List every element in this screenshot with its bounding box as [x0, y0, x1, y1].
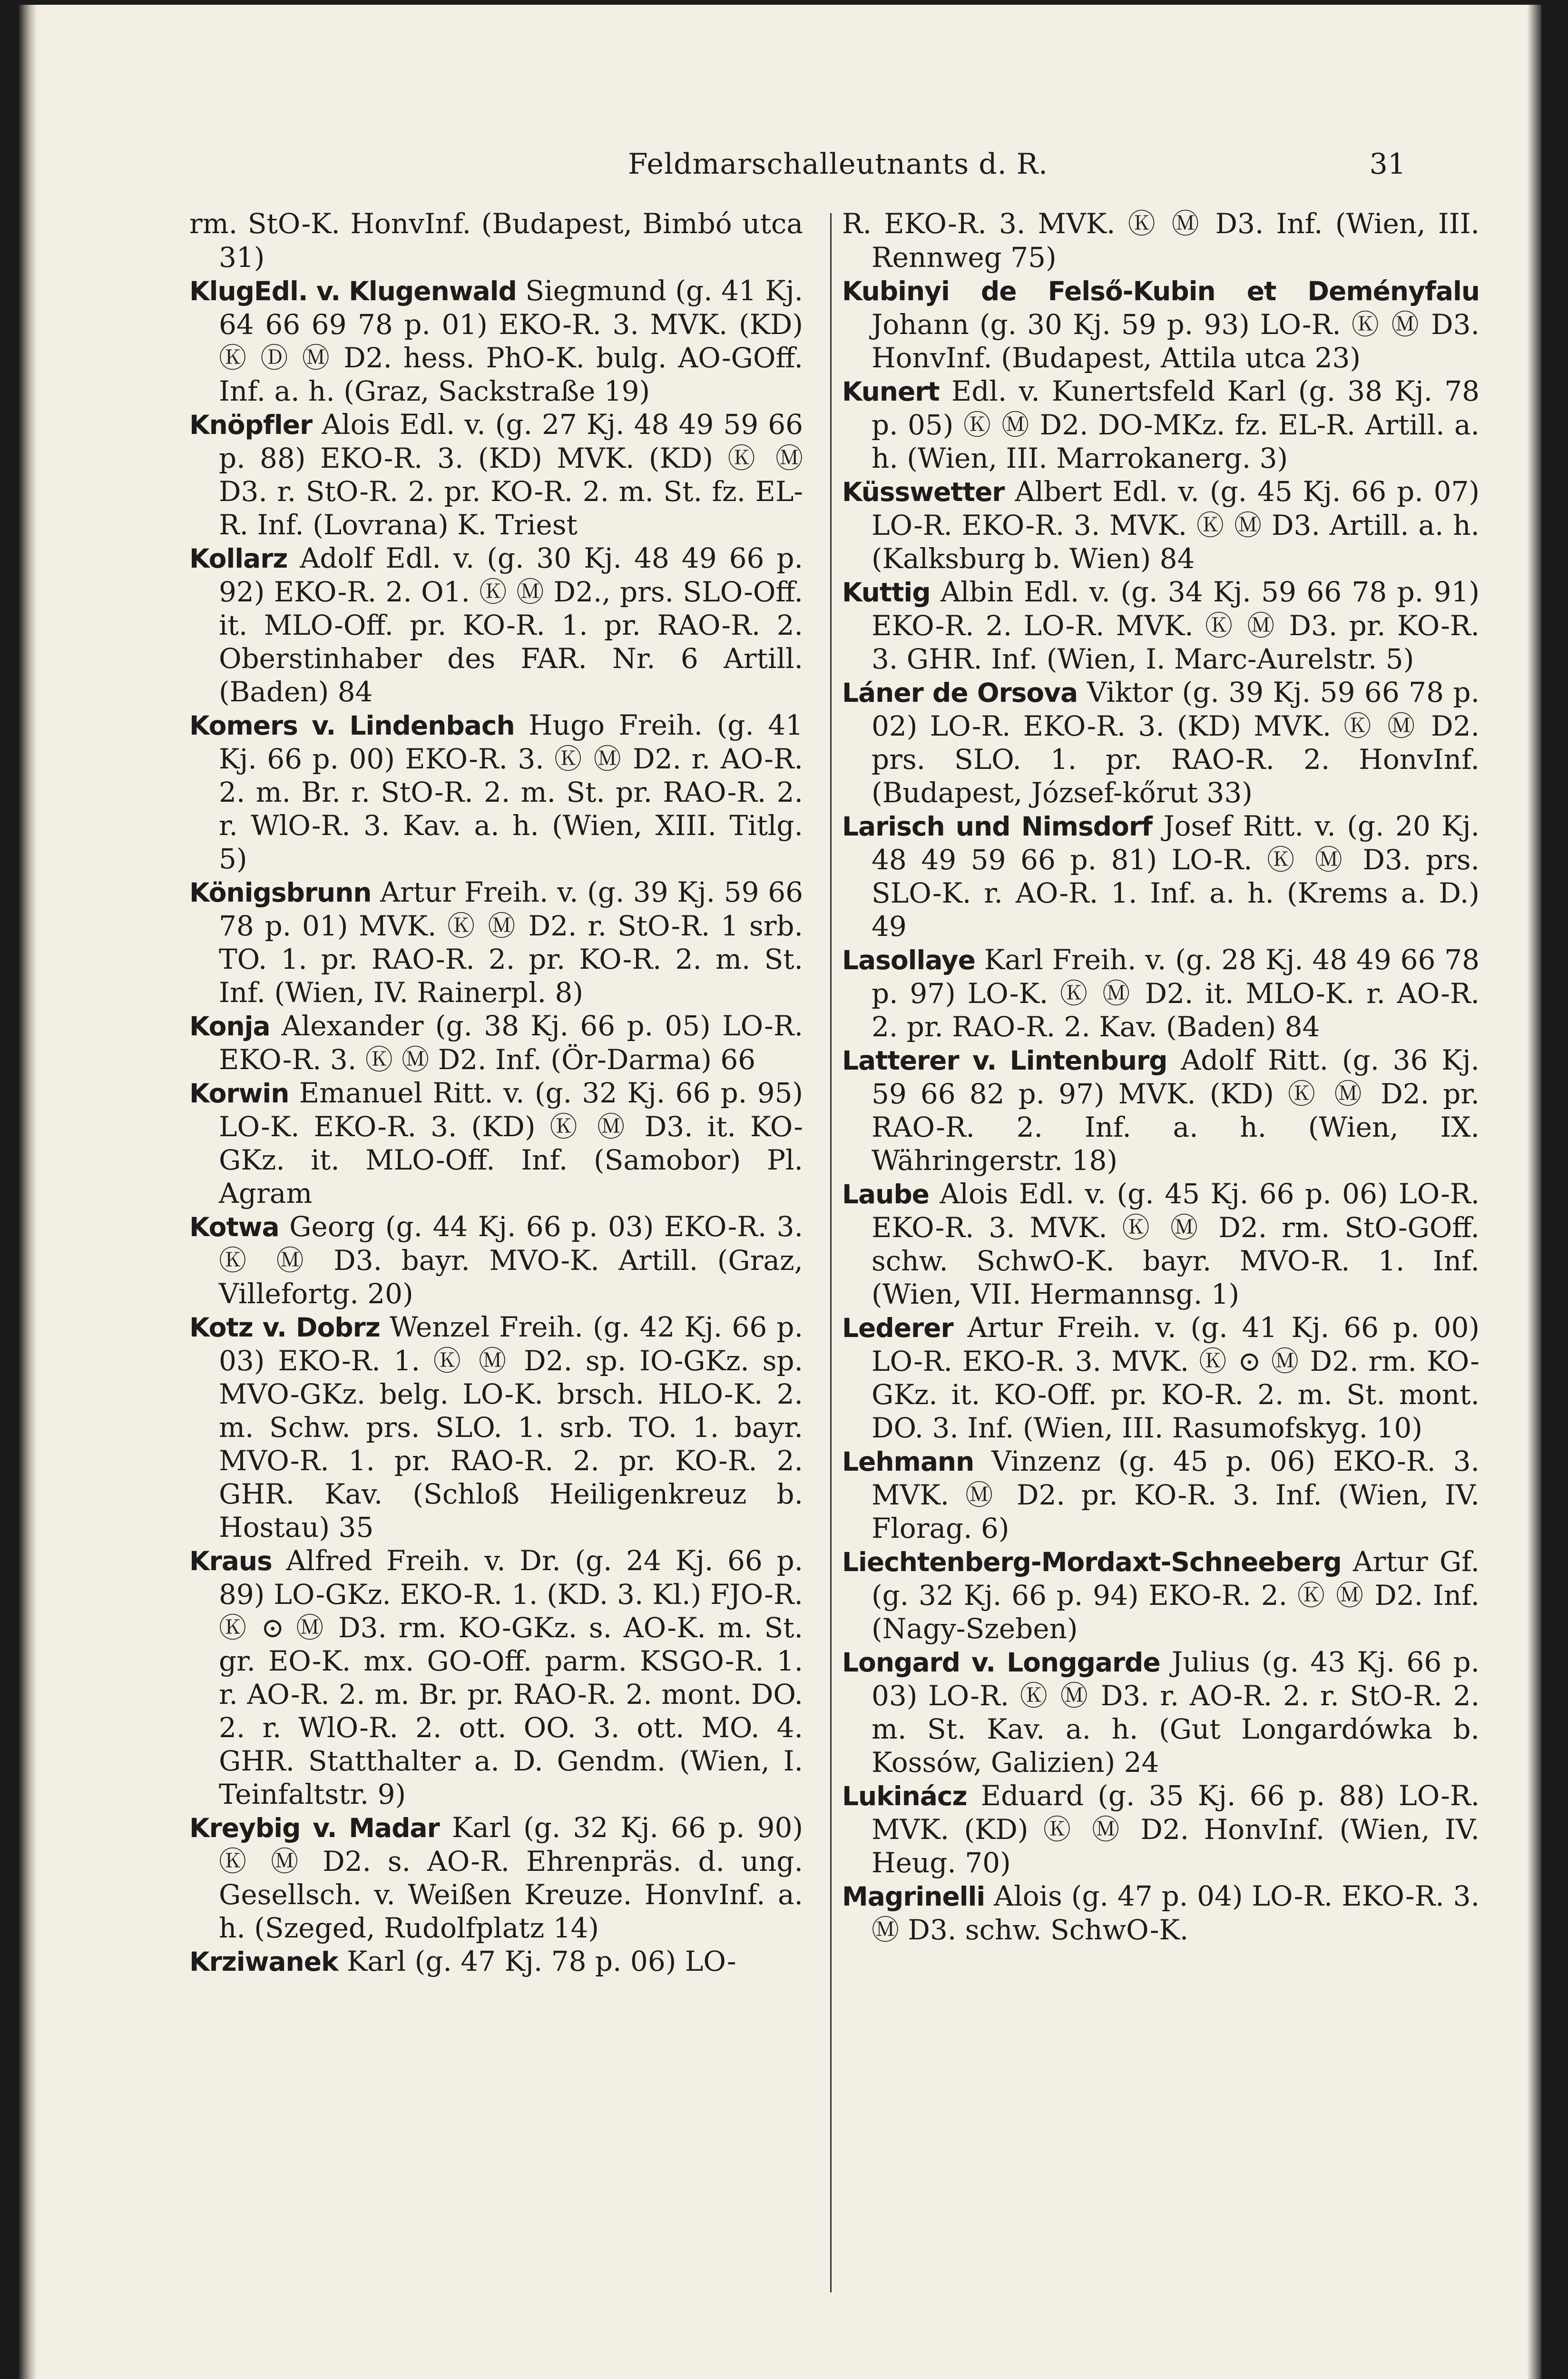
entry-text: Karl Freih. v. (g. 28 Kj. 48 49 66 78 p. 97) LO-K. Ⓚ Ⓜ D2. it. MLO-K. r. AO-R. 2. pr. RAO-R. 2. Kav. (Baden) 84 [872, 944, 1480, 1043]
entry-name: Larisch und Nimsdorf [842, 811, 1152, 842]
entry-name: KlugEdl. v. Klugenwald [189, 276, 517, 306]
entry-text: Julius (g. 43 Kj. 66 p. 03) LO-R. Ⓚ Ⓜ D3. r. AO-R. 2. r. StO-R. 2. m. St. Kav. a. h. (Gut Longardówka b. Kossów, Galizien) 24 [872, 1646, 1480, 1779]
entry-name: Küsswetter [842, 477, 1005, 507]
entry [842, 1879, 1480, 1946]
entry-text: Adolf Ritt. (g. 36 Kj. 59 66 82 p. 97) MVK. (KD) Ⓚ Ⓜ D2. pr. RAO-R. 2. Inf. a. h. (Wien, IX. Währingerstr. 18) [872, 1044, 1480, 1177]
entry-text: Vinzenz (g. 45 p. 06) EKO-R. 3. MVK. Ⓜ D2. pr. KO-R. 3. Inf. (Wien, IV. Florag. 6) [872, 1445, 1480, 1544]
entry-name: Lasollaye [842, 945, 975, 975]
entry [189, 408, 803, 541]
entry [842, 809, 1480, 943]
entry [189, 1310, 803, 1544]
entry-text: Artur Freih. v. (g. 39 Kj. 59 66 78 p. 01) MVK. Ⓚ Ⓜ D2. r. StO-R. 1 srb. TO. 1. pr. RAO-R. 2. pr. KO-R. 2. m. St. Inf. (Wien, IV. Rainerpl. 8) [219, 876, 803, 1009]
entry-name: Laube [842, 1179, 929, 1209]
page-number: 31 [1369, 147, 1406, 181]
entry-text: Albin Edl. v. (g. 34 Kj. 59 66 78 p. 91) EKO-R. 2. LO-R. MVK. Ⓚ Ⓜ D3. pr. KO-R. 3. GHR. Inf. (Wien, I. Marc-Aurelstr. 5) [872, 576, 1480, 675]
entry-text: Alfred Freih. v. Dr. (g. 24 Kj. 66 p. 89) LO-GKz. EKO-R. 1. (KD. 3. Kl.) FJO-R. Ⓚ ⊙ Ⓜ D3. rm. KO-GKz. s. AO-K. m. St. gr. EO-K. mx. GO-Off. parm. KSGO-R. 1. r. AO-R. 2. m. Br. pr. RAO-R. 2. mont. DO. 2. r. WlO-R. 2. ott. OO. 3. ott. MO. 4. GHR. Statthalter a. D. Gendm. (Wien, I. Teinfaltstr. 9) [219, 1544, 804, 1810]
entry-name: Lehmann [842, 1446, 974, 1477]
entry [189, 1210, 803, 1310]
entry-name: Komers v. Lindenbach [189, 710, 515, 741]
entry-name: Kotz v. Dobrz [189, 1312, 380, 1343]
entry-name: Lukinácz [842, 1781, 967, 1811]
entry [189, 1945, 803, 1978]
entry [842, 1545, 1480, 1645]
entry-name: Kollarz [189, 543, 288, 574]
entry-text: Albert Edl. v. (g. 45 Kj. 66 p. 07) LO-R. EKO-R. 3. MVK. Ⓚ Ⓜ D3. Artill. a. h. (Kalksburg b. Wien) 84 [872, 475, 1480, 575]
entry-text: Edl. v. Kunertsfeld Karl (g. 38 Kj. 78 p. 05) Ⓚ Ⓜ D2. DO-MKz. fz. EL-R. Artill. a. h. (Wien, III. Marrokanerg. 3) [872, 375, 1480, 474]
entry-text: Hugo Freih. (g. 41 Kj. 66 p. 00) EKO-R. 3. Ⓚ Ⓜ D2. r. AO-R. 2. m. Br. r. StO-R. 2. m. St. pr. RAO-R. 2. r. WlO-R. 3. Kav. a. h. (Wien, XIII. Titlg. 5) [219, 709, 804, 875]
entry-name: Magrinelli [842, 1881, 985, 1912]
entry-text: Wenzel Freih. (g. 42 Kj. 66 p. 03) EKO-R. 1. Ⓚ Ⓜ D2. sp. IO-GKz. sp. MVO-GKz. belg. LO-K. brsch. HLO-K. 2. m. Schw. prs. SLO. 1. srb. TO. 1. bayr. MVO-R. 1. pr. RAO-R. 2. pr. KO-R. 2. GHR. Kav. (Schloß Heiligenkreuz b. Hostau) 35 [219, 1311, 804, 1543]
entry [842, 274, 1480, 374]
entry [189, 1811, 803, 1945]
entry-name: Kreybig v. Madar [189, 1813, 440, 1843]
entry [842, 1779, 1480, 1879]
entry-name: Kraus [189, 1546, 272, 1576]
entry-text: Artur Freih. v. (g. 41 Kj. 66 p. 00) LO-R. EKO-R. 3. MVK. Ⓚ ⊙ Ⓜ D2. rm. KO-GKz. it. KO-Off. pr. KO-R. 2. m. St. mont. DO. 3. Inf. (Wien, III. Rasumofskyg. 10) [872, 1311, 1480, 1444]
entry-text: Artur Gf. (g. 32 Kj. 66 p. 94) EKO-R. 2. Ⓚ Ⓜ D2. Inf. (Nagy-Szeben) [872, 1545, 1480, 1645]
entry-text: Alois Edl. v. (g. 27 Kj. 48 49 59 66 p. 88) EKO-R. 3. (KD) MVK. (KD) Ⓚ Ⓜ D3. r. StO-R. 2. pr. KO-R. 2. m. St. fz. EL-R. Inf. (Lovrana) K. Triest [219, 408, 803, 541]
entry-name: Kuttig [842, 577, 931, 608]
entry-name: Korwin [189, 1078, 289, 1109]
entry-text: Josef Ritt. v. (g. 20 Kj. 48 49 59 66 p. 81) LO-R. Ⓚ Ⓜ D3. prs. SLO-K. r. AO-R. 1. Inf. a. h. (Krems a. D.) 49 [872, 810, 1480, 943]
entry [189, 207, 803, 274]
entry-name: Knöpfler [189, 410, 313, 440]
entry-text: Alois (g. 47 p. 04) LO-R. EKO-R. 3. Ⓜ D3. schw. SchwO-K. [872, 1880, 1480, 1946]
entry [842, 1177, 1480, 1311]
entry-name: Kunert [842, 376, 940, 407]
entry [189, 1009, 803, 1076]
entry [842, 374, 1480, 475]
entry-text: Alexander (g. 38 Kj. 66 p. 05) LO-R. EKO-R. 3. Ⓚ Ⓜ D2. Inf. (Ör-Darma) 66 [219, 1010, 804, 1076]
entry [842, 1445, 1480, 1545]
running-head: Feldmarschalleutnants d. R. [628, 147, 1049, 181]
entry-name: Kubinyi de Felső-Kubin et Deményfalu [842, 276, 1480, 306]
entry [189, 1076, 803, 1210]
book-page [19, 5, 1541, 2379]
entry [842, 207, 1480, 274]
entry-text: Johann (g. 30 Kj. 59 p. 93) LO-R. Ⓚ Ⓜ D3. HonvInf. (Budapest, Attila utca 23) [872, 308, 1480, 374]
entry [842, 575, 1480, 676]
entry-text: Alois Edl. v. (g. 45 Kj. 66 p. 06) LO-R. EKO-R. 3. MVK. Ⓚ Ⓜ D2. rm. StO-GOff. schw. SchwO-K. bayr. MVO-R. 1. Inf. (Wien, VII. Hermannsg. 1) [872, 1178, 1480, 1310]
entry-name: Liechtenberg-Mordaxt-Schneeberg [842, 1547, 1342, 1577]
entry-text: Adolf Edl. v. (g. 30 Kj. 48 49 66 p. 92) EKO-R. 2. O1. Ⓚ Ⓜ D2., prs. SLO-Off. it. MLO-Off. pr. KO-R. 1. pr. RAO-R. 2. Oberstinhaber des FAR. Nr. 6 Artill. (Baden) 84 [219, 542, 803, 708]
entry [842, 676, 1480, 809]
right-column [842, 207, 1480, 1946]
entry [842, 475, 1480, 575]
entry-name: Krziwanek [189, 1946, 338, 1977]
entry [189, 1544, 803, 1811]
entry [189, 708, 803, 875]
entry [189, 875, 803, 1009]
entry-name: Longard v. Longgarde [842, 1647, 1160, 1678]
entry-text: Siegmund (g. 41 Kj. 64 66 69 78 p. 01) EKO-R. 3. MVK. (KD) Ⓚ Ⓓ Ⓜ D2. hess. PhO-K. bulg. AO-GOff. Inf. a. h. (Graz, Sackstraße 19) [219, 275, 803, 407]
entry-text: rm. StO-K. HonvInf. (Budapest, Bimbó utca 31) [189, 207, 803, 274]
entry-name: Láner de Orsova [842, 678, 1078, 708]
entry-text: Karl (g. 47 Kj. 78 p. 06) LO- [347, 1945, 736, 1977]
entry [189, 274, 803, 408]
left-column [189, 207, 803, 1978]
entry-text: Georg (g. 44 Kj. 66 p. 03) EKO-R. 3. Ⓚ Ⓜ D3. bayr. MVO-K. Artill. (Graz, Villefortg. 20) [219, 1210, 804, 1310]
entry-text: Karl (g. 32 Kj. 66 p. 90) Ⓚ Ⓜ D2. s. AO-R. Ehrenpräs. d. ung. Gesellsch. v. Weißen Kreuze. HonvInf. a. h. (Szeged, Rudolfplatz 14) [219, 1811, 803, 1944]
entry-text: R. EKO-R. 3. MVK. Ⓚ Ⓜ D3. Inf. (Wien, III. Rennweg 75) [842, 207, 1480, 274]
entry-name: Königsbrunn [189, 877, 372, 908]
entry-text: Emanuel Ritt. v. (g. 32 Kj. 66 p. 95) LO-K. EKO-R. 3. (KD) Ⓚ Ⓜ D3. it. KO-GKz. it. MLO-Off. Inf. (Samobor) Pl. Agram [219, 1077, 804, 1209]
entry-name: Latterer v. Lintenburg [842, 1045, 1167, 1076]
entry [842, 1311, 1480, 1445]
entry [842, 943, 1480, 1043]
entry [189, 541, 803, 708]
entry [842, 1043, 1480, 1177]
entry-text: Viktor (g. 39 Kj. 59 66 78 p. 02) LO-R. EKO-R. 3. (KD) MVK. Ⓚ Ⓜ D2. prs. SLO. 1. pr. RAO-R. 2. HonvInf. (Budapest, József-kőrut 33) [872, 676, 1480, 809]
entry-text: Eduard (g. 35 Kj. 66 p. 88) LO-R. MVK. (KD) Ⓚ Ⓜ D2. HonvInf. (Wien, IV. Heug. 70) [872, 1779, 1480, 1879]
column-rule [830, 213, 832, 2292]
entry-name: Konja [189, 1011, 270, 1042]
entry [842, 1645, 1480, 1779]
entry-name: Lederer [842, 1313, 953, 1343]
entry-name: Kotwa [189, 1212, 279, 1242]
